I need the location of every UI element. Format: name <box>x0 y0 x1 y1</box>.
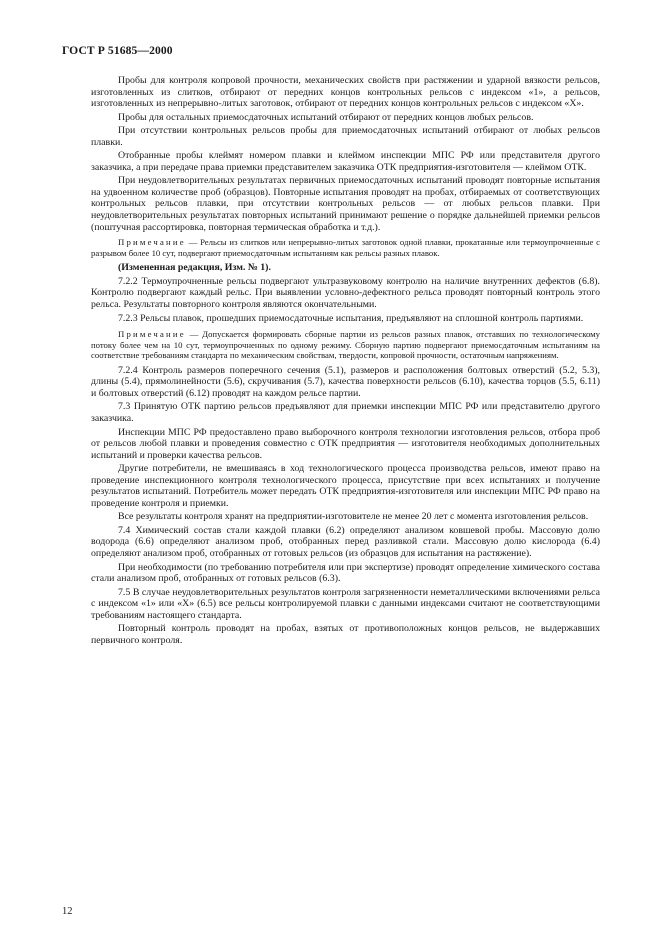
note-label: Примечание <box>118 237 186 248</box>
note-text: — Допускается формировать сборные партии из рельсов разных плавок, отставших по технологическому потоку более чем на 10 сут, термоупрочненных по одному режиму. Сборную партию подвергают приемосдаточным испытаниям на соответствие требованиям стандарта по механическим свойствам, твердости, копровой прочности, остаточным напряжениям. <box>91 329 601 361</box>
note-text: — Рельсы из слитков или непрерывно-литых заготовок одной плавки, прокатанные или термоупрочненные с разрывом более 10 сут, подвергают приемосдаточным испытаниям как рельсы разных плавок. <box>91 237 601 258</box>
note-label: Примечание <box>118 329 186 340</box>
paragraph: При неудовлетворительных результатах первичных приемосдаточных испытаний проводят повторные испытания на удвоенном количестве проб (образцов). Повторные испытания проводят на пробах, отбираемых от соответствующих контрольных рельсов плавки, при отсутствии контрольных рельсов — от любых рельсов плавки. При неудовлетворительных результатах повторных испытаний принимают решение о порядке дальнейшей приемки рельсов (поштучная рассортировка, повторная термическая обработка и т.д.). <box>91 175 600 233</box>
paragraph: При необходимости (по требованию потребителя или при экспертизе) проводят определение химического состава стали анализом проб, отобранных от готовых рельсов (6.3). <box>91 561 600 585</box>
paragraph: Другие потребители, не вмешиваясь в ход технологического процесса производства рельсов, имеют право на проведение инспекционного контроля технологического процесса, присутствие при всех испытаниях и получение результатов испытаний. Потребитель может передать ОТК предприятия-изготовителя или инспекции МПС РФ право на проведение контроля и приемки. <box>91 463 600 509</box>
paragraph: 7.2.4 Контроль размеров поперечного сечения (5.1), размеров и расположения болтовых отверстий (5.2, 5.3), длины (5.4), прямолинейности (5.6), скручивания (5.7), качества поверхности рельсов (6.10), качества торцов (5.5, 6.11) и болтовых отверстий (6.12) проводят на каждом рельсе партии. <box>91 364 600 399</box>
document-body <box>91 75 600 648</box>
paragraph: Пробы для контроля копровой прочности, механических свойств при растяжении и ударной вязкости рельсов, изготовленных из слитков, отбирают от передних концов контрольных рельсов с индексом «1», а рельсов, изготовленных из непрерывно-литых заготовок, отбирают от передних концов контрольных рельсов с индексом «Х». <box>91 75 600 110</box>
paragraph: Повторный контроль проводят на пробах, взятых от противоположных концов рельсов, не выдержавших первичного контроля. <box>91 623 600 646</box>
paragraph: Отобранные пробы клеймят номером плавки и клеймом инспекции МПС РФ или представителя другого заказчика, а при передаче права приемки представителем заказчика ОТК предприятия-изготовителя — клеймом ОТК. <box>91 150 600 173</box>
paragraph: При отсутствии контрольных рельсов пробы для приемосдаточных испытаний отбирают от любых рельсов плавки. <box>91 125 600 148</box>
paragraph: 7.5 В случае неудовлетворительных результатов контроля загрязненности неметаллическими включениями рельса с индексом «1» или «Х» (6.5) все рельсы контролируемой плавки с данными индексами считают не соответствующими требованиям настоящего стандарта. <box>91 586 600 621</box>
paragraph: 7.2.2 Термоупрочненные рельсы подвергают ультразвуковому контролю на наличие внутренних дефектов (6.8). Контролю подвергают каждый рельс. При выявлении условно-дефектного рельса проводят повторный контроль этого рельса. Результаты повторного контроля являются окончательными. <box>91 275 600 310</box>
paragraph: Все результаты контроля хранят на предприятии-изготовителе не менее 20 лет с момента изготовления рельсов. <box>118 511 589 523</box>
amendment-text: (Измененная редакция, Изм. № 1). <box>118 262 271 274</box>
note <box>91 237 600 258</box>
paragraph: 7.4 Химический состав стали каждой плавки (6.2) определяют анализом ковшевой пробы. Массовую долю водорода (6.6) определяют анализом проб, отобранных перед разливкой стали. Массовую долю кислорода (6.4) определяют анализом проб, отобранных от готовых рельсов (из образцов для испытания на растяжение). <box>91 524 600 560</box>
page-number: 12 <box>62 906 73 917</box>
paragraph: 7.2.3 Рельсы плавок, прошедших приемосдаточные испытания, предъявляют на сплошной контроль партиями. <box>118 313 584 325</box>
amendment-note <box>91 262 600 274</box>
note <box>91 329 600 361</box>
paragraph: Пробы для остальных приемосдаточных испытаний отбирают от передних концов любых рельсов. <box>118 111 534 123</box>
standard-header: ГОСТ Р 51685—2000 <box>62 44 173 57</box>
paragraph: Инспекции МПС РФ предоставлено право выборочного контроля технологии изготовления рельсов, отбора проб от рельсов любой плавки и проведения совместно с ОТК предприятия — изготовителя необходимых дополнительных испытаний и проверки качества рельсов. <box>91 426 600 461</box>
paragraph: 7.3 Принятую ОТК партию рельсов предъявляют для приемки инспекции МПС РФ или представителю другого заказчика. <box>91 401 600 424</box>
